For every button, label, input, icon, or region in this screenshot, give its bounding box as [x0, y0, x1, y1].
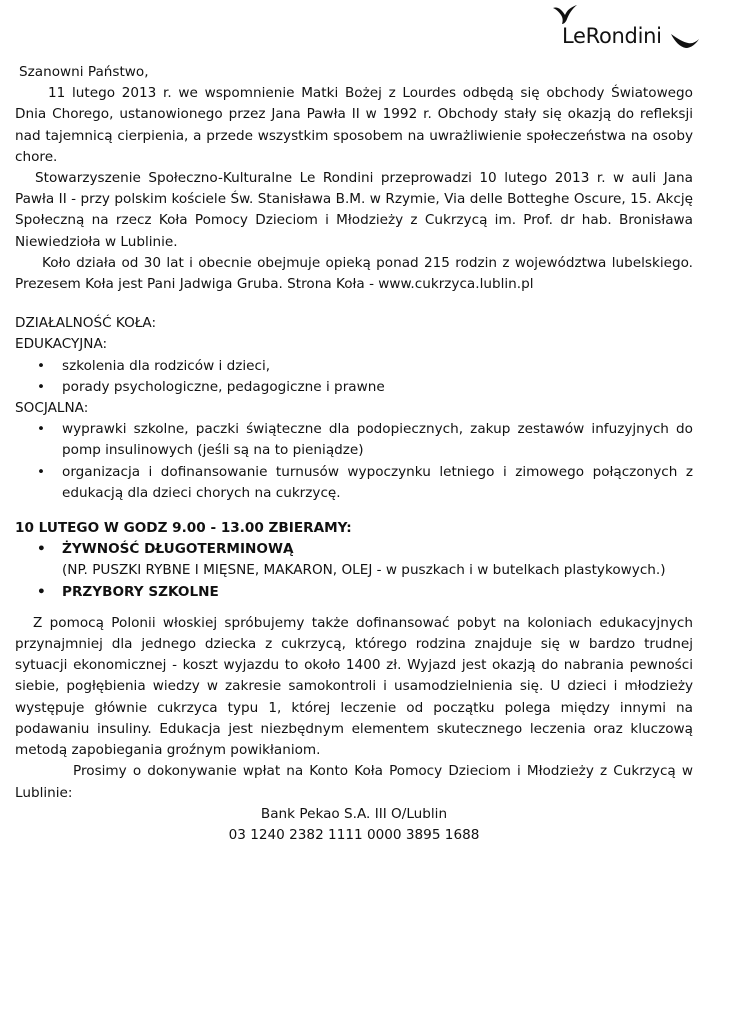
list-item: • szkolenia dla rodziców i dzieci,: [15, 356, 693, 377]
collection-heading: 10 LUTEGO W GODZ 9.00 - 13.00 ZBIERAMY:: [15, 520, 352, 537]
social-heading: SOCJALNA:: [15, 400, 89, 417]
bank-account: 03 1240 2382 1111 0000 3895 1688: [228, 826, 480, 843]
circle-paragraph: Koło działa od 30 lat i obecnie obejmuje opieką ponad 215 rodzin z województwa lubelskiego. Prezesem Koła jest Pani Jadwiga Gruba. Strona Koła - www.cukrzyca.lublin.pl: [15, 254, 693, 293]
collection-note: (NP. PUSZKI RYBNE I MIĘSNE, MAKARON, OLEJ - w puszkach i w butelkach plastykowych.): [62, 562, 666, 579]
bank-name: Bank Pekao S.A. III O/Lublin: [260, 805, 448, 822]
list-item: • wyprawki szkolne, paczki świąteczne dla podopiecznych, zakup zestawów infuzyjnych do pomp insulinowych (jeśli są na to pieniądze): [15, 419, 693, 461]
educational-heading: EDUKACYJNA:: [15, 336, 108, 353]
educational-list: [15, 356, 693, 398]
intro-paragraph: 11 lutego 2013 r. we wspomnienie Matki Bożej z Lourdes odbędą się obchody Światowego Dnia Chorego, ustanowionego przez Jana Pawła II w 1992 r. Obchody stały się okazją do refleksji nad tajemnicą cierpienia, a przede wszystkim sposobem na uwrażliwienie społeczeństwa na osoby chore.: [15, 85, 693, 165]
greeting: Szanowni Państwo,: [19, 64, 149, 80]
swallow-icon: [552, 4, 578, 26]
le-rondini-logo: [552, 4, 700, 56]
letter-body: [15, 62, 693, 846]
list-item: • porady psychologiczne, pedagogiczne i prawne: [15, 377, 693, 398]
list-item: • ŻYWNOŚĆ DŁUGOTERMINOWĄ: [15, 539, 693, 560]
association-paragraph: Stowarzyszenie Społeczno-Kulturalne Le Rondini przeprowadzi 10 lutego 2013 r. w auli Jana Pawła II - przy polskim kościele Św. Stanisława B.M. w Rzymie, Via delle Botteghe Oscure, 15. Akcję Społeczną na rzecz Koła Pomocy Dzieciom i Młodzieży z Cukrzycą im. Prof. dr hab. Bronisława Niewiedzioła w Lublinie.: [15, 170, 693, 250]
collection-list: [15, 539, 693, 560]
request-paragraph: Prosimy o dokonywanie wpłat na Konto Koła Pomocy Dzieciom i Młodzieży z Cukrzycą w Lublinie:: [15, 763, 693, 801]
list-item: • PRZYBORY SZKOLNE: [15, 582, 693, 603]
list-item: • organizacja i dofinansowanie turnusów wypoczynku letniego i zimowego połączonych z edukacją dla dzieci chorych na cukrzycę.: [15, 462, 693, 504]
polonia-paragraph: Z pomocą Polonii włoskiej spróbujemy także dofinansować pobyt na koloniach edukacyjnych przynajmniej dla jednego dziecka z cukrzycą, którego rodzina znajduje się w bardzo trudnej sytuacji ekonomicznej - koszt wyjazdu to około 1400 zł. Wyjazd jest okazją do nabrania pewności siebie, pogłębienia wiedzy w zakresie samokontroli i usamodzielnienia się. U dzieci i młodzieży występuje głównie cukrzyca typu 1, której leczenie od początku polega między innymi na podawaniu insuliny. Edukacja jest niezbędnym elementem skutecznego leczenia oraz kluczową metodą zapobiegania groźnym powikłaniom.: [15, 614, 693, 759]
swallow-tail-icon: [670, 30, 700, 52]
logo-text: LeRondini: [562, 24, 662, 48]
social-list: [15, 419, 693, 504]
collection-list-2: [15, 582, 693, 603]
activity-heading: DZIAŁALNOŚĆ KOŁA:: [15, 315, 157, 332]
